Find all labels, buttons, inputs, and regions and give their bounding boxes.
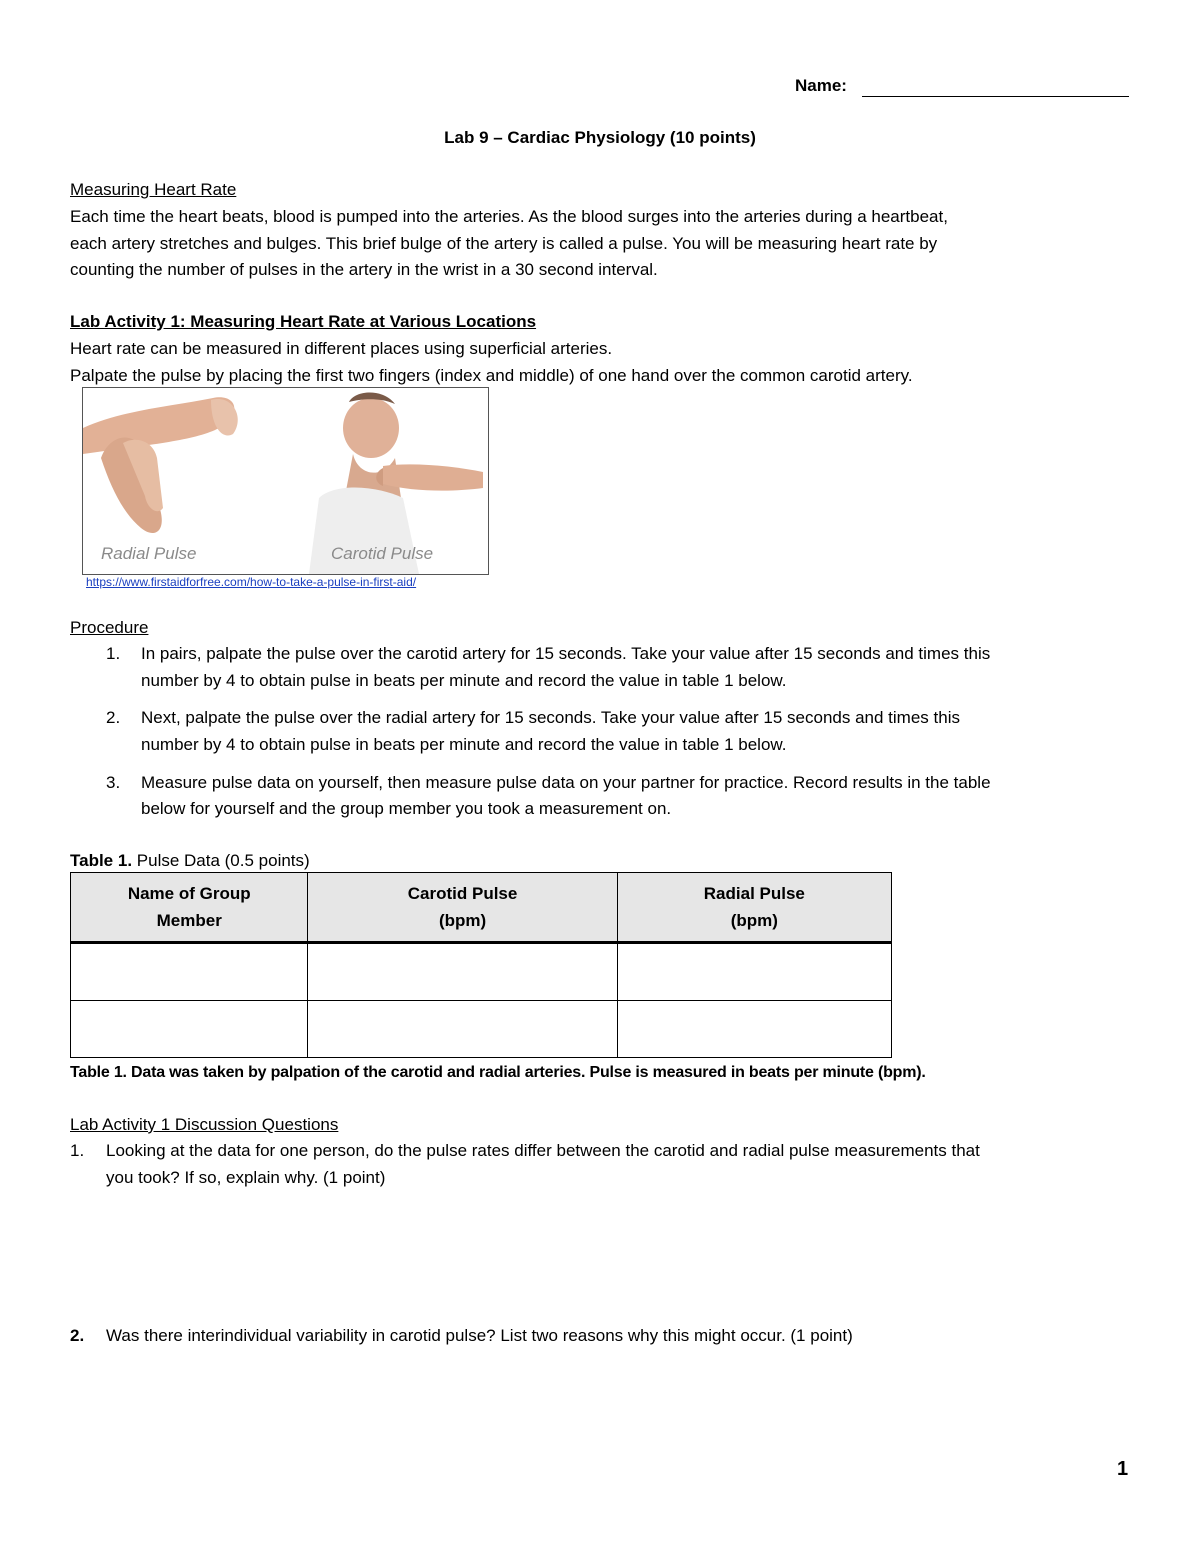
table1-caption — [70, 851, 310, 871]
radial-cell[interactable] — [617, 1001, 891, 1058]
activity1-heading: Lab Activity 1: Measuring Heart Rate at Various Locations — [70, 312, 537, 331]
header-line: (bpm) — [730, 911, 778, 930]
page-title: Lab 9 – Cardiac Physiology (10 points) — [444, 128, 756, 147]
header-line: Name of Group — [127, 884, 251, 903]
radial-cell[interactable] — [617, 943, 891, 1001]
step-line: number by 4 to obtain pulse in beats per minute and record the value in table 1 below. — [141, 735, 787, 754]
palpating-hand-shape — [383, 464, 483, 490]
page-number: 1 — [1117, 1458, 1129, 1480]
header-radial-pulse — [617, 873, 891, 943]
table-header-row — [71, 873, 892, 943]
head-shape — [343, 398, 399, 458]
question-line: you took? If so, explain why. (1 point) — [106, 1168, 386, 1187]
step-number: 1. — [106, 644, 121, 663]
step-line: In pairs, palpate the pulse over the carotid artery for 15 seconds. Take your value after 15 seconds and times this — [141, 644, 991, 663]
activity1-line: Heart rate can be measured in different places using superficial arteries. — [70, 339, 613, 358]
question-number: 1. — [70, 1141, 85, 1160]
question-number: 2. — [70, 1326, 85, 1345]
step-line: Next, palpate the pulse over the radial artery for 15 seconds. Take your value after 15 seconds and times this — [141, 708, 960, 727]
step-line: number by 4 to obtain pulse in beats per minute and record the value in table 1 below. — [141, 671, 787, 690]
discussion-heading: Lab Activity 1 Discussion Questions — [70, 1115, 339, 1134]
carotid-cell[interactable] — [308, 943, 617, 1001]
procedure-heading: Procedure — [70, 618, 149, 637]
table1-caption-text: Pulse Data (0.5 points) — [132, 851, 310, 870]
intro-line: Each time the heart beats, blood is pumped into the arteries. As the blood surges into the arteries during a heartbeat, — [70, 207, 948, 226]
question-line: Was there interindividual variability in carotid pulse? List two reasons why this might occur. (1 point) — [106, 1326, 853, 1345]
question-line: Looking at the data for one person, do the pulse rates differ between the carotid and radial pulse measurements that — [106, 1141, 980, 1160]
carotid-pulse-caption: Carotid Pulse — [331, 544, 434, 563]
table-row — [71, 1001, 892, 1058]
intro-heading: Measuring Heart Rate — [70, 180, 237, 199]
activity1-line: Palpate the pulse by placing the first two fingers (index and middle) of one hand over the common carotid artery. — [70, 366, 913, 385]
table-row — [71, 943, 892, 1001]
header-line: Radial Pulse — [703, 884, 805, 903]
figure-source-link[interactable]: https://www.firstaidforfree.com/how-to-take-a-pulse-in-first-aid/ — [86, 575, 417, 589]
intro-line: counting the number of pulses in the artery in the wrist in a 30 second interval. — [70, 260, 658, 279]
carotid-cell[interactable] — [308, 1001, 617, 1058]
step-line: below for yourself and the group member you took a measurement on. — [141, 799, 672, 818]
name-label: Name: — [795, 76, 847, 95]
header-line: Member — [156, 911, 222, 930]
pulse-figure — [82, 387, 489, 575]
name-cell[interactable] — [71, 943, 308, 1001]
name-cell[interactable] — [71, 1001, 308, 1058]
radial-pulse-caption: Radial Pulse — [101, 544, 197, 563]
pulse-data-table — [70, 872, 892, 1058]
step-number: 3. — [106, 773, 121, 792]
header-line: (bpm) — [438, 911, 487, 930]
header-name-of-group-member — [71, 873, 308, 943]
header-line: Carotid Pulse — [407, 884, 518, 903]
intro-line: each artery stretches and bulges. This brief bulge of the artery is called a pulse. You will be measuring heart rate by — [70, 234, 938, 253]
table1-footnote: Table 1. Data was taken by palpation of the carotid and radial arteries. Pulse is measured in beats per minute (bpm). — [70, 1064, 926, 1081]
step-line: Measure pulse data on yourself, then measure pulse data on your partner for practice. Record results in the table — [141, 773, 991, 792]
header-carotid-pulse — [308, 873, 617, 943]
name-blank-line[interactable] — [862, 96, 1129, 97]
step-number: 2. — [106, 708, 121, 727]
table1-caption-label: Table 1. — [70, 851, 133, 870]
